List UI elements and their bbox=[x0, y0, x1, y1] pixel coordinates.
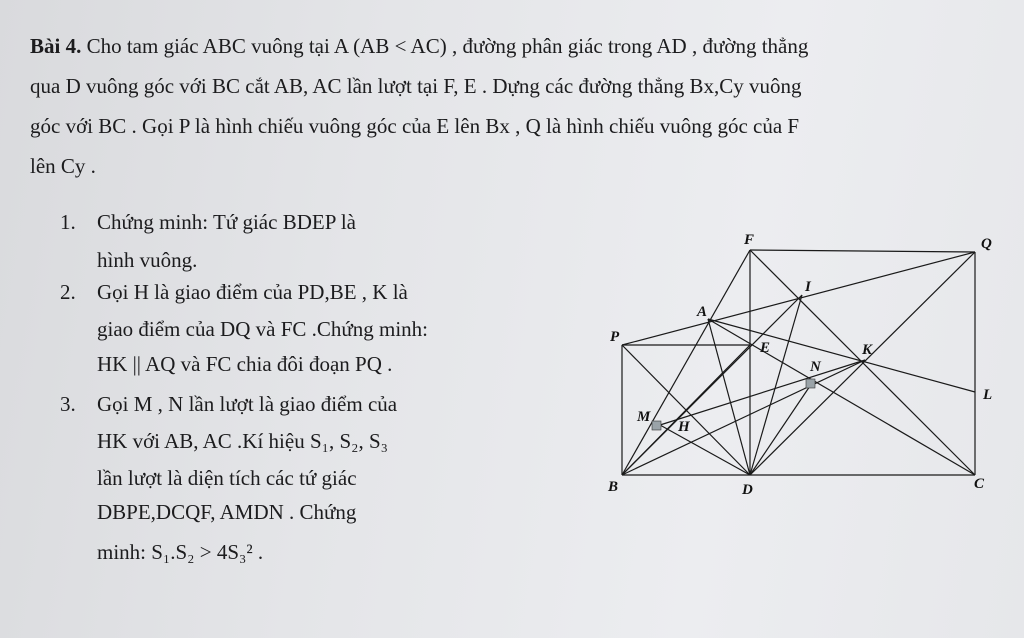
problem-line-1: Bài 4. Cho tam giác ABC vuông tại A (AB < AC) , đường phân giác trong AD , đường thẳng bbox=[30, 34, 809, 58]
problem-line-4: lên Cy . bbox=[30, 154, 96, 178]
item-3-number: 3. bbox=[60, 392, 76, 416]
label-a: A bbox=[697, 304, 708, 320]
item-2-line-1: Gọi H là giao điểm của PD,BE , K là bbox=[97, 280, 408, 304]
right-angle-marker-m bbox=[652, 421, 661, 430]
problem-line-2: qua D vuông góc với BC cắt AB, AC lần lượt tại F, E . Dựng các đường thẳng Bx,Cy vuông bbox=[30, 74, 802, 98]
label-l: L bbox=[983, 387, 993, 403]
item-3-line-3: lần lượt là diện tích các tứ giác bbox=[97, 466, 357, 490]
right-angle-marker-n bbox=[806, 379, 815, 388]
segment-fq bbox=[750, 250, 975, 252]
segment-al bbox=[708, 319, 975, 392]
item-3-line-4: DBPE,DCQF, AMDN . Chứng bbox=[97, 500, 357, 524]
item-3-line-1: Gọi M , N lần lượt là giao điểm của bbox=[97, 392, 398, 416]
segment-id bbox=[750, 295, 802, 475]
label-i: I bbox=[805, 279, 811, 295]
segment-bf bbox=[622, 250, 750, 475]
label-f: F bbox=[744, 232, 755, 248]
label-k: K bbox=[862, 342, 873, 358]
item-2-line-3: HK || AQ và FC chia đôi đoạn PQ . bbox=[97, 352, 393, 376]
label-d: D bbox=[742, 482, 753, 498]
item-3-line-5: minh: S₁.S₂ > 4S₃² . bbox=[97, 540, 264, 564]
problem-label: Bài 4. bbox=[30, 34, 82, 58]
label-e: E bbox=[760, 340, 771, 356]
item-1-line-2: hình vuông. bbox=[97, 248, 198, 272]
item-3-line-2: HK với AB, AC .Kí hiệu S₁, S₂, S₃ bbox=[97, 429, 388, 453]
label-q: Q bbox=[981, 236, 992, 252]
problem-line-3: góc với BC . Gọi P là hình chiếu vuông góc của E lên Bx , Q là hình chiếu vuông góc của F bbox=[30, 114, 800, 138]
label-n: N bbox=[810, 359, 821, 375]
label-b: B bbox=[608, 479, 619, 495]
item-1-line-1: Chứng minh: Tứ giác BDEP là bbox=[97, 210, 357, 234]
label-c: C bbox=[974, 476, 985, 492]
segment-bk bbox=[622, 360, 865, 475]
item-2-line-2: giao điểm của DQ và FC .Chứng minh: bbox=[97, 317, 429, 341]
label-m: M bbox=[637, 409, 651, 425]
label-h: H bbox=[678, 419, 690, 435]
label-p: P bbox=[610, 329, 620, 345]
item-2-number: 2. bbox=[60, 280, 76, 304]
segment-ad bbox=[708, 319, 750, 475]
item-1-number: 1. bbox=[60, 210, 76, 234]
segment-nd bbox=[750, 383, 812, 475]
